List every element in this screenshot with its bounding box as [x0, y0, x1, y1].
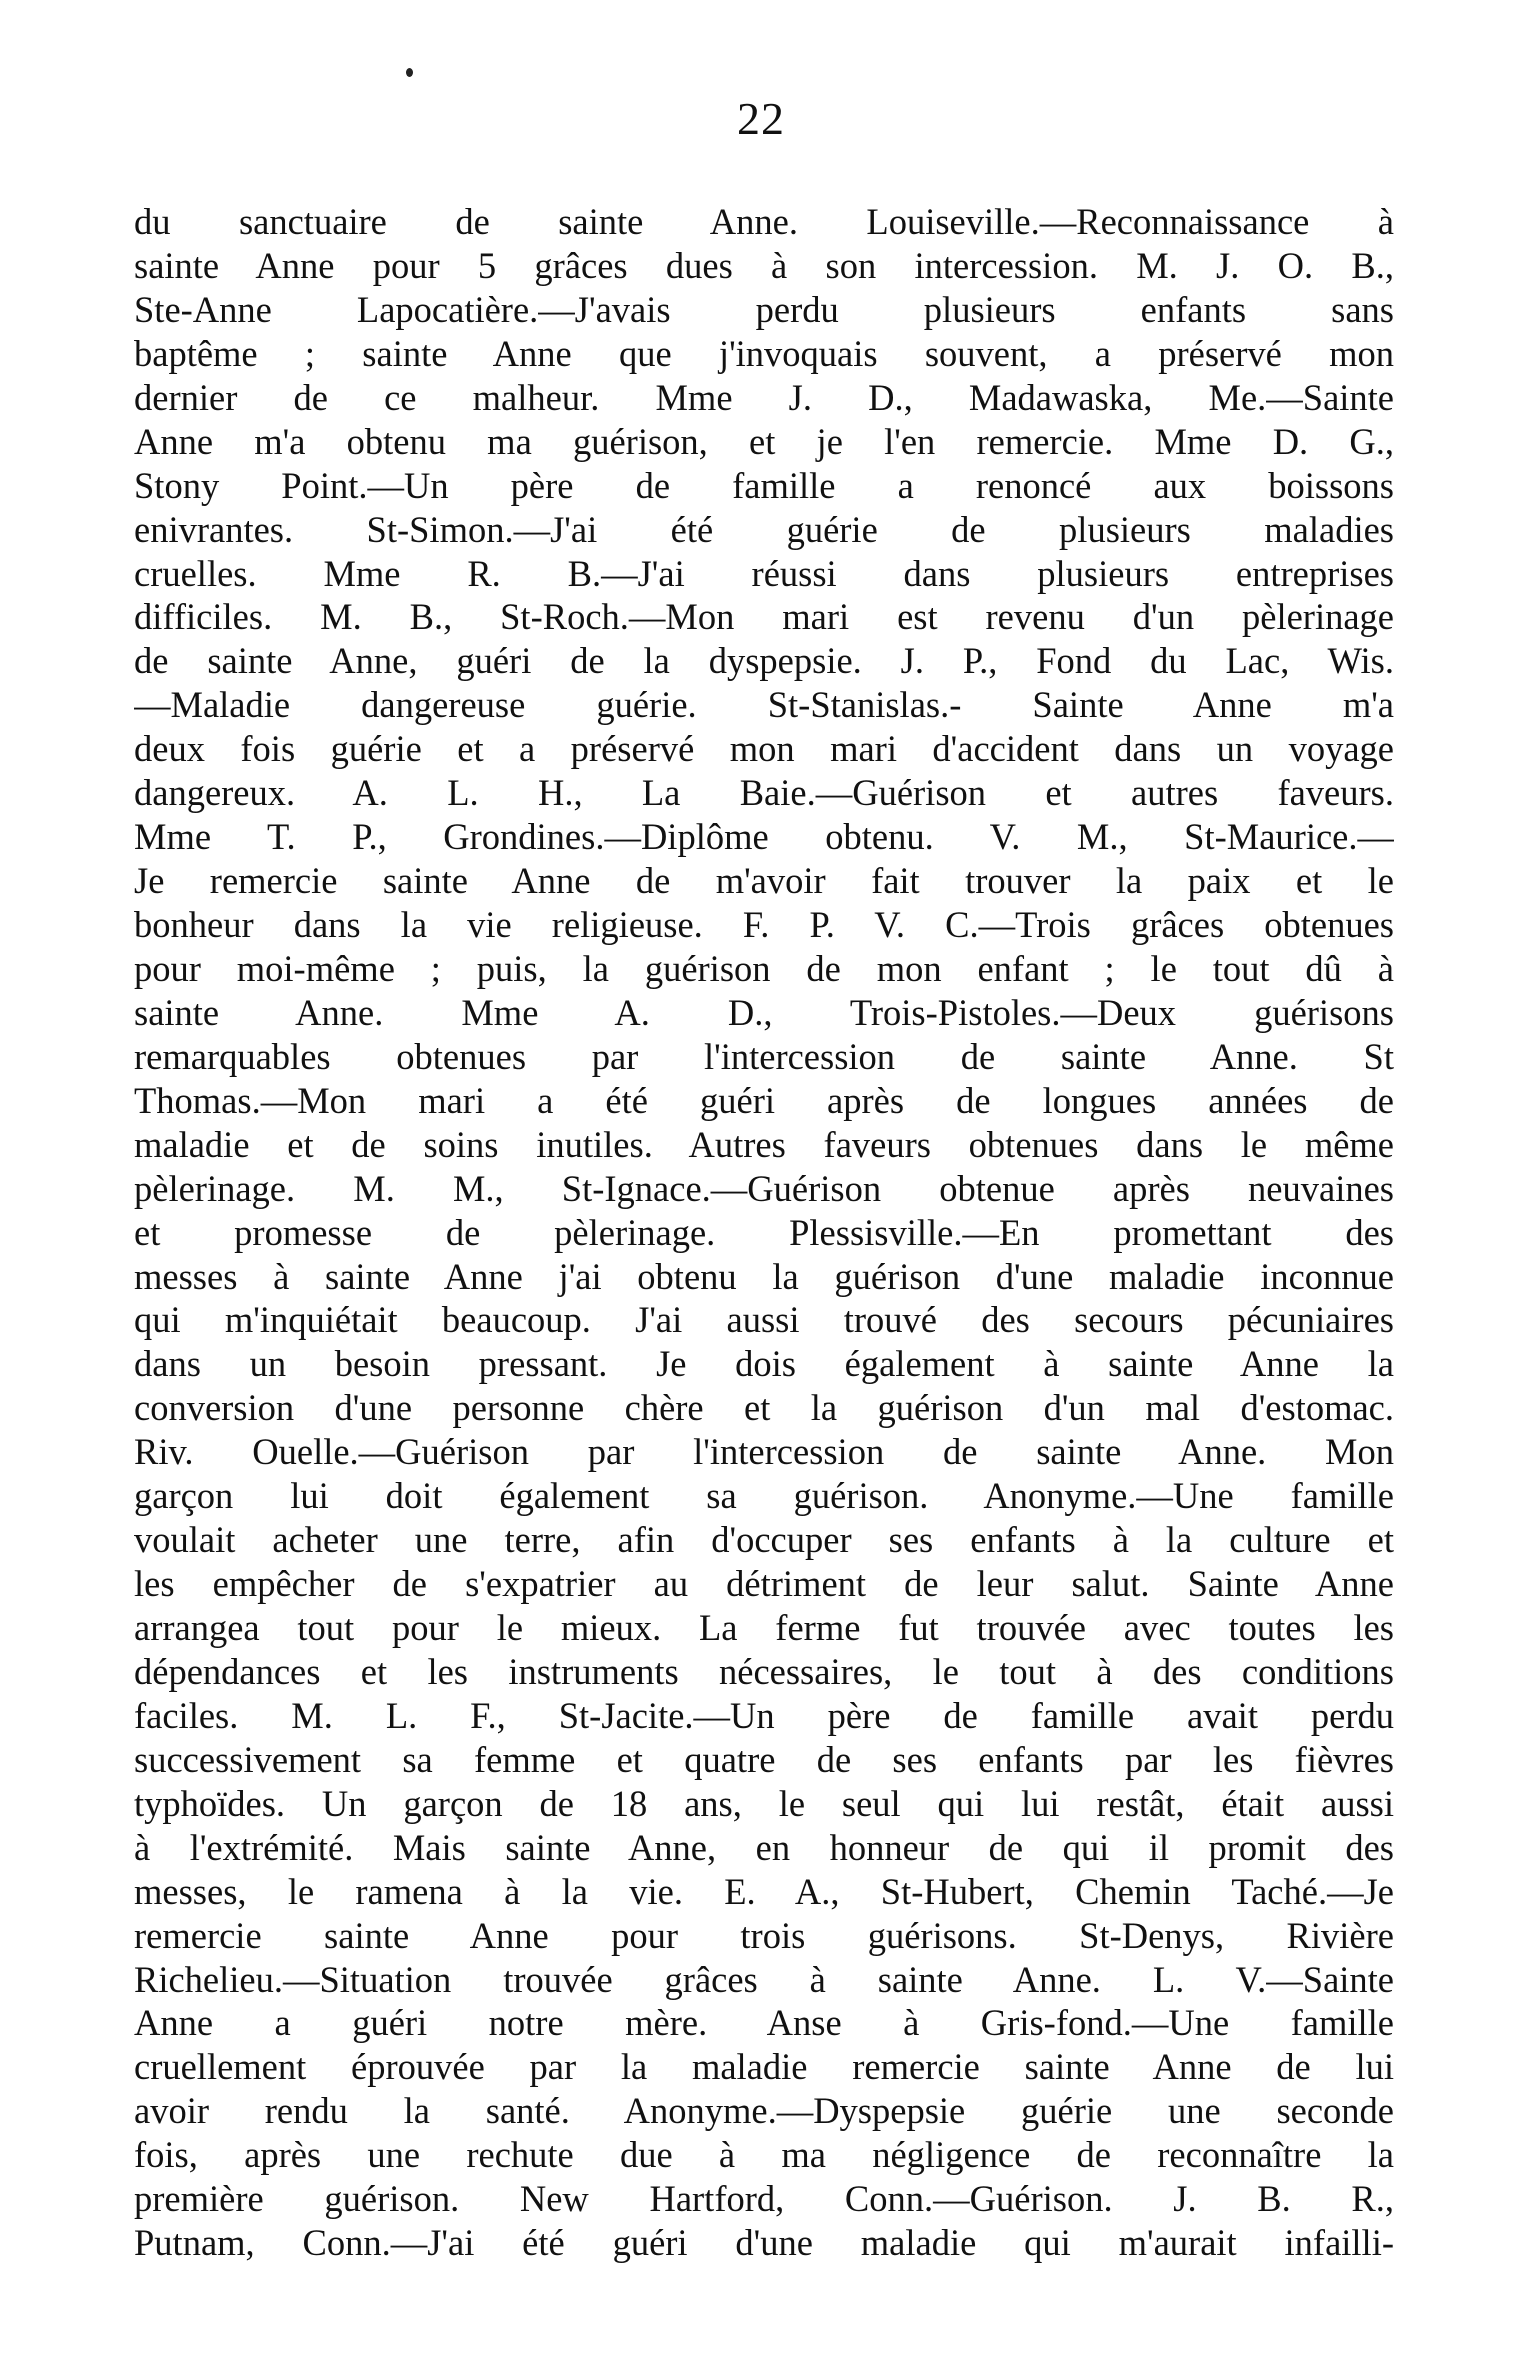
text-line: Mme T. P., Grondines.—Diplôme obtenu. V. M., St-Maurice.— — [134, 816, 1394, 858]
text-line: Richelieu.—Situation trouvée grâces à sainte Anne. L. V.—Sainte — [134, 1958, 1394, 2000]
text-line: première guérison. New Hartford, Conn.—Guérison. J. B. R., — [134, 2178, 1394, 2220]
text-line: faciles. M. L. F., St-Jacite.—Un père de famille avait perdu — [134, 1694, 1394, 1736]
ink-speck — [406, 68, 413, 77]
text-line: voulait acheter une terre, afin d'occuper ses enfants à la culture et — [134, 1519, 1394, 1561]
text-line: garçon lui doit également sa guérison. Anonyme.—Une famille — [134, 1475, 1394, 1517]
text-line: avoir rendu la santé. Anonyme.—Dyspepsie guérie une seconde — [134, 2090, 1394, 2132]
text-line: Thomas.—Mon mari a été guéri après de longues années de — [134, 1079, 1394, 1121]
text-line: dernier de ce malheur. Mme J. D., Madawaska, Me.—Sainte — [134, 376, 1394, 418]
text-line: dans un besoin pressant. Je dois également à sainte Anne la — [134, 1343, 1394, 1385]
text-line: enivrantes. St-Simon.—J'ai été guérie de plusieurs maladies — [134, 508, 1394, 550]
text-line: Stony Point.—Un père de famille a renoncé aux boissons — [134, 464, 1394, 506]
text-line: fois, après une rechute due à ma négligence de reconnaître la — [134, 2134, 1394, 2176]
text-line: bonheur dans la vie religieuse. F. P. V. C.—Trois grâces obtenues — [134, 904, 1394, 945]
text-line: messes à sainte Anne j'ai obtenu la guérison d'une maladie inconnue — [134, 1255, 1394, 1297]
text-line: —Maladie dangereuse guérie. St-Stanislas.- Sainte Anne m'a — [134, 684, 1394, 726]
text-line: arrangea tout pour le mieux. La ferme fut trouvée avec toutes les — [134, 1607, 1394, 1648]
text-line: successivement sa femme et quatre de ses enfants par les fièvres — [134, 1738, 1394, 1780]
text-line: et promesse de pèlerinage. Plessisville.—En promettant des — [134, 1211, 1394, 1253]
text-line: de sainte Anne, guéri de la dyspepsie. J. P., Fond du Lac, Wis. — [134, 640, 1394, 682]
text-line: pour moi-même ; puis, la guérison de mon enfant ; le tout dû à — [134, 947, 1394, 989]
text-line: qui m'inquiétait beaucoup. J'ai aussi trouvé des secours pécuniaires — [134, 1299, 1394, 1341]
text-line: du sanctuaire de sainte Anne. Louiseville.—Reconnaissance à — [134, 201, 1394, 242]
page-number: 22 — [737, 93, 785, 144]
text-line: Ste-Anne Lapocatière.—J'avais perdu plusieurs enfants sans — [134, 288, 1394, 330]
text-line: remarquables obtenues par l'intercession de sainte Anne. St — [134, 1035, 1394, 1077]
text-line: Je remercie sainte Anne de m'avoir fait trouver la paix et le — [134, 860, 1394, 902]
text-line: cruellement éprouvée par la maladie remercie sainte Anne de lui — [134, 2046, 1394, 2088]
text-line: sainte Anne pour 5 grâces dues à son intercession. M. J. O. B., — [134, 244, 1394, 286]
text-line: typhoïdes. Un garçon de 18 ans, le seul qui lui restât, était aussi — [134, 1782, 1394, 1824]
page-text — [134, 200, 1394, 2265]
text-line: les empêcher de s'expatrier au détriment de leur salut. Sainte Anne — [134, 1563, 1394, 1605]
text-line: baptême ; sainte Anne que j'invoquais souvent, a préservé mon — [134, 332, 1394, 374]
text-line: cruelles. Mme R. B.—J'ai réussi dans plusieurs entreprises — [134, 552, 1394, 594]
text-line: maladie et de soins inutiles. Autres faveurs obtenues dans le même — [134, 1123, 1394, 1165]
text-line: deux fois guérie et a préservé mon mari d'accident dans un voyage — [134, 728, 1394, 770]
text-line: à l'extrémité. Mais sainte Anne, en honneur de qui il promit des — [134, 1826, 1394, 1868]
text-line: dépendances et les instruments nécessaires, le tout à des conditions — [134, 1650, 1394, 1692]
text-line: Putnam, Conn.—J'ai été guéri d'une maladie qui m'aurait infailli- — [134, 2222, 1394, 2264]
text-line: difficiles. M. B., St-Roch.—Mon mari est revenu d'un pèlerinage — [134, 596, 1394, 638]
text-line: messes, le ramena à la vie. E. A., St-Hubert, Chemin Taché.—Je — [134, 1870, 1394, 1912]
text-line: sainte Anne. Mme A. D., Trois-Pistoles.—Deux guérisons — [134, 991, 1394, 1033]
text-line: Anne m'a obtenu ma guérison, et je l'en remercie. Mme D. G., — [134, 420, 1394, 462]
text-line: remercie sainte Anne pour trois guérisons. St-Denys, Rivière — [134, 1914, 1394, 1956]
text-line: Riv. Ouelle.—Guérison par l'intercession de sainte Anne. Mon — [134, 1431, 1394, 1473]
text-line: conversion d'une personne chère et la guérison d'un mal d'estomac. — [134, 1387, 1394, 1429]
text-line: Anne a guéri notre mère. Anse à Gris-fond.—Une famille — [134, 2002, 1394, 2044]
text-line: dangereux. A. L. H., La Baie.—Guérison et autres faveurs. — [134, 772, 1394, 814]
text-line: pèlerinage. M. M., St-Ignace.—Guérison obtenue après neuvaines — [134, 1167, 1394, 1209]
